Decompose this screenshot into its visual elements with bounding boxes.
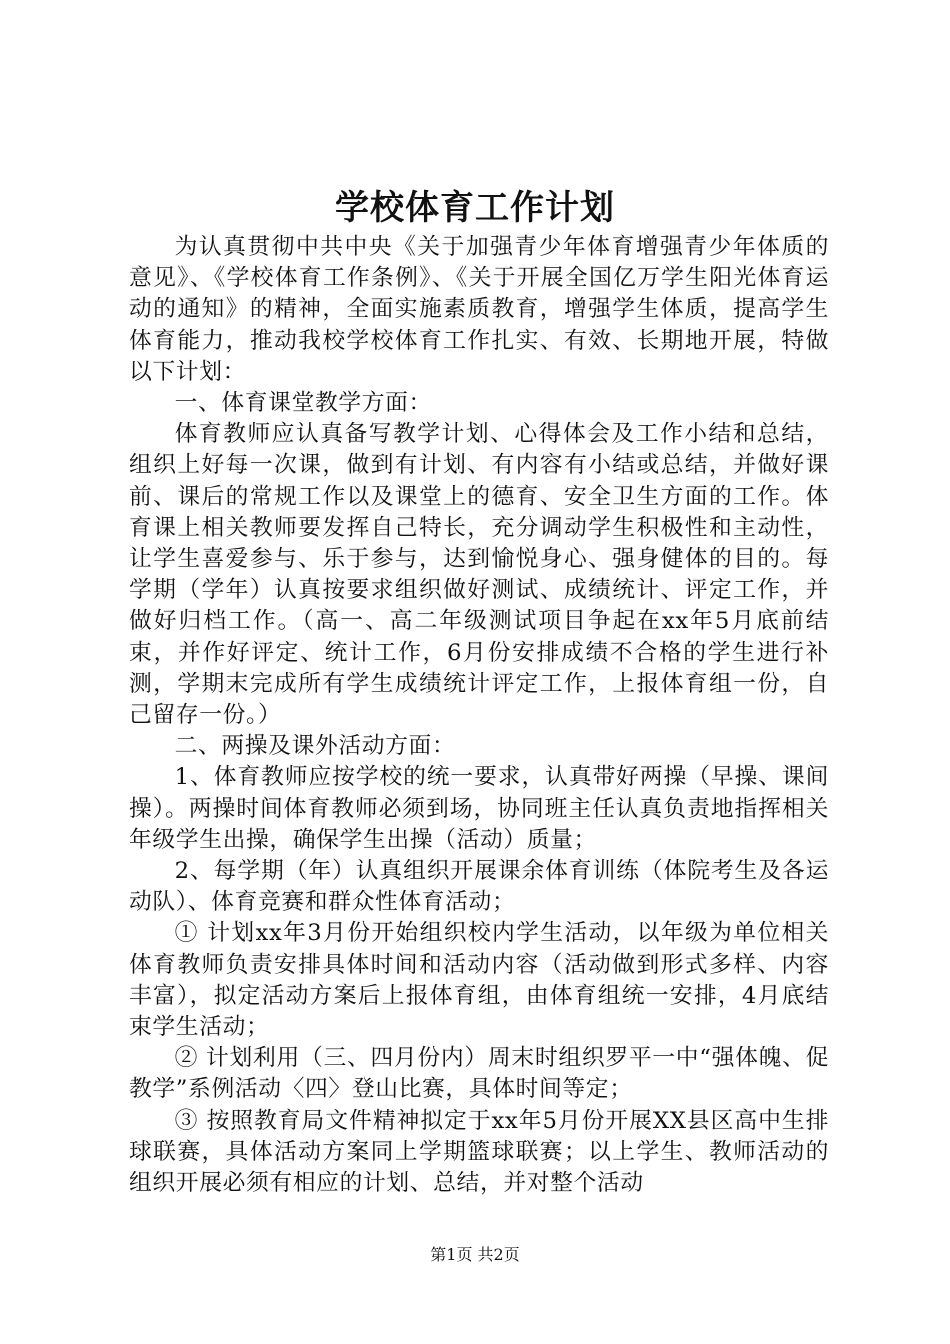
paragraph-subitem-1: ① 计划xx年3月份开始组织校内学生活动，以年级为单位相关体育教师负责安排具体时间和活动内容（活动做到形式多样、内容丰富），拟定活动方案后上报体育组，由体育组统一安排，4月底结束学生活动； [129, 920, 829, 1041]
document-body [129, 232, 829, 1199]
document-title: 学校体育工作计划 [335, 188, 615, 228]
section-heading-2: 二、两操及课外活动方面： [174, 733, 456, 760]
paragraph-item-2: 2、每学期（年）认真组织开展课余体育训练（体院考生及各运动队）、体育竞赛和群众性体育活动； [129, 858, 829, 916]
paragraph-intro: 为认真贯彻中共中央《关于加强青少年体育增强青少年体质的意见》、《学校体育工作条例》、《关于开展全国亿万学生阳光体育运动的通知》的精神，全面实施素质教育，增强学生体质，提高学生体育能力，推动我校学校体育工作扎实、有效、长期地开展，特做以下计划： [129, 234, 829, 385]
paragraph-item-1: 1、体育教师应按学校的统一要求，认真带好两操（早操、课间操）。两操时间体育教师必须到场，协同班主任认真负责地指挥相关年级学生出操，确保学生出操（活动）质量； [129, 764, 829, 853]
paragraph-subitem-2: ② 计划利用（三、四月份内）周末时组织罗平一中“强体魄、促教学”系例活动〈四〉登山比赛，具体时间等定； [129, 1045, 829, 1103]
page-footer: 第1页 共2页 [430, 1245, 520, 1264]
paragraph-classroom: 体育教师应认真备写教学计划、心得体会及工作小结和总结，组织上好每一次课，做到有计划、有内容有小结或总结，并做好课前、课后的常规工作以及课堂上的德育、安全卫生方面的工作。体育课上相关教师要发挥自己特长，充分调动学生积极性和主动性，让学生喜爱参与、乐于参与，达到愉悦身心、强身健体的目的。每学期（学年）认真按要求组织做好测试、成绩统计、评定工作，并做好归档工作。（高一、高二年级测试项目争起在xx年5月底前结束，并作好评定、统计工作，6月份安排成绩不合格的学生进行补测，学期末完成所有学生成绩统计评定工作，上报体育组一份，自己留存一份。） [129, 421, 829, 729]
section-heading-1: 一、体育课堂教学方面： [174, 390, 432, 417]
paragraph-subitem-3: ③ 按照教育局文件精神拟定于xx年5月份开展XX县区高中生排球联赛，具体活动方案同上学期篮球联赛；以上学生、教师活动的组织开展必须有相应的计划、总结，并对整个活动 [129, 1107, 829, 1197]
